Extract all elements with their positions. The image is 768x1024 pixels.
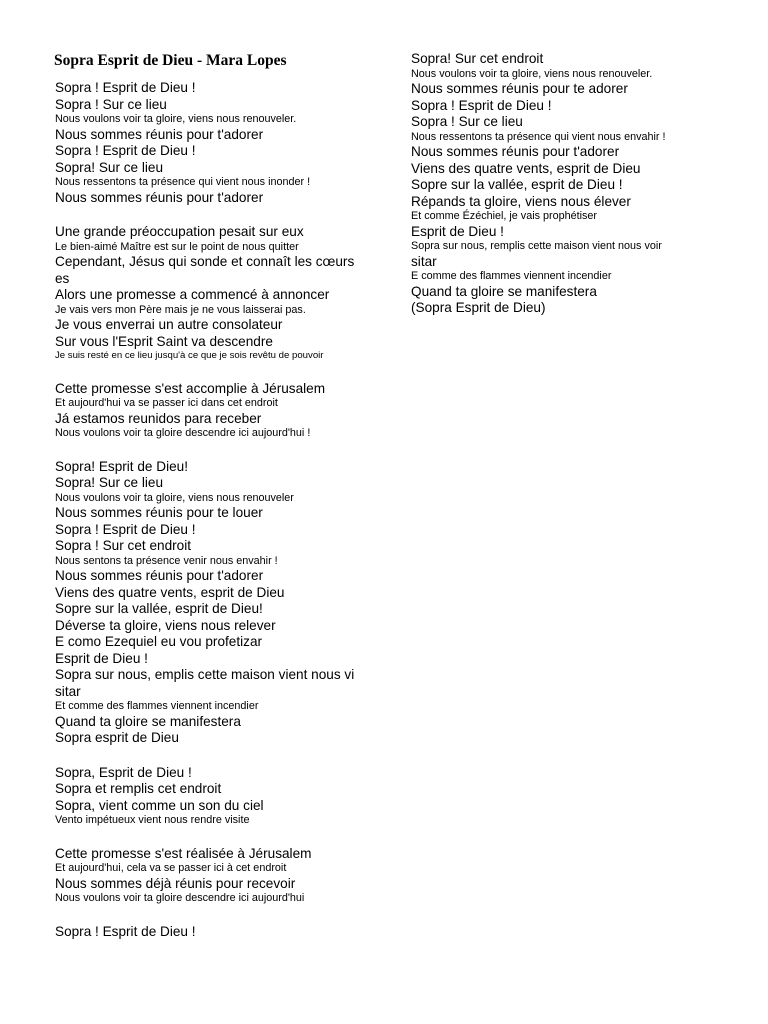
lyric-line: E como Ezequiel eu vou profetizar bbox=[55, 634, 263, 649]
lyric-line: Sopra! Sur cet endroit bbox=[411, 51, 544, 66]
stanza-gap bbox=[55, 363, 375, 381]
lyric-line: Sopra ! Esprit de Dieu ! bbox=[55, 521, 196, 537]
stanza-gap bbox=[55, 828, 375, 846]
translation-line: Nous voulons voir ta gloire, viens nous renouveler bbox=[55, 491, 294, 504]
lyric-line: Nous sommes réunis pour t'adorer bbox=[55, 568, 264, 583]
lyric-line: Sopra et remplis cet endroit bbox=[55, 781, 222, 796]
lyric-line: Sopra ! Esprit de Dieu ! bbox=[411, 97, 552, 113]
translation-line: Le bien-aimé Maître est sur le point de nous quitter bbox=[55, 240, 299, 253]
lyric-line: Je vous enverrai un autre consolateur bbox=[55, 317, 283, 332]
lyric-line: sitar bbox=[411, 253, 437, 269]
lyric-line: Sopra esprit de Dieu bbox=[55, 730, 179, 745]
lyric-line: Sopra! Sur ce lieu bbox=[55, 159, 164, 175]
lyric-line: Sopra ! Sur ce lieu bbox=[411, 114, 523, 129]
translation-line: Sopra sur nous, remplis cette maison vient nous voir bbox=[411, 240, 662, 252]
lyric-line: Quand ta gloire se manifestera bbox=[411, 283, 597, 299]
translation-line: Vento impétueux vient nous rendre visite bbox=[55, 814, 250, 826]
lyric-line: Déverse ta gloire, viens nous relever bbox=[55, 617, 276, 633]
lyric-line: Sopra ! Esprit de Dieu ! bbox=[55, 143, 196, 158]
lyric-line: Sopra ! Sur ce lieu bbox=[55, 96, 167, 112]
translation-line: Et comme Ézéchiel, je vais prophétiser bbox=[411, 210, 598, 222]
lyric-line: Nous sommes réunis pour t'adorer bbox=[411, 144, 620, 159]
lyrics-right-column bbox=[411, 51, 741, 317]
lyric-line: Sopra, vient comme un son du ciel bbox=[55, 797, 264, 813]
translation-line: Je suis resté en ce lieu jusqu'à ce que je sois revêtu de pouvoir bbox=[55, 350, 324, 361]
translation-line: Nous ressentons ta présence qui vient nous envahir ! bbox=[411, 130, 666, 143]
translation-line: Je vais vers mon Père mais je ne vous laisserai pas. bbox=[55, 303, 306, 316]
lyric-line: (Sopra Esprit de Dieu) bbox=[411, 300, 546, 315]
lyric-line: Sopra! Esprit de Dieu! bbox=[55, 458, 188, 474]
stanza-gap bbox=[55, 747, 375, 765]
lyric-line: Cependant, Jésus qui sonde et connaît les cœurs bbox=[55, 254, 355, 269]
translation-line: Et aujourd'hui, cela va se passer ici à cet endroit bbox=[55, 862, 287, 874]
lyric-line: Viens des quatre vents, esprit de Dieu bbox=[55, 584, 285, 600]
translation-line: Nous ressentons ta présence qui vient nous inonder ! bbox=[55, 176, 311, 188]
lyric-line: es bbox=[55, 270, 70, 286]
lyric-line: Alors une promesse a commencé à annoncer bbox=[55, 287, 330, 302]
lyric-line: Esprit de Dieu ! bbox=[411, 223, 504, 239]
lyric-line: Une grande préoccupation pesait sur eux bbox=[55, 224, 304, 239]
lyric-line: Viens des quatre vents, esprit de Dieu bbox=[411, 160, 641, 176]
translation-line: Nous voulons voir ta gloire, viens nous renouveler. bbox=[411, 67, 653, 80]
lyric-line: Cette promesse s'est accomplie à Jérusalem bbox=[55, 380, 326, 396]
lyric-line: Quand ta gloire se manifestera bbox=[55, 713, 241, 729]
translation-line: Nous voulons voir ta gloire descendre ici aujourd'hui bbox=[55, 892, 305, 904]
lyric-line: Sopra sur nous, emplis cette maison vient nous vi bbox=[55, 667, 355, 682]
lyric-line: Sopra ! Esprit de Dieu ! bbox=[55, 80, 196, 95]
translation-line: Nous voulons voir ta gloire, viens nous renouveler. bbox=[55, 113, 297, 125]
lyric-line: Répands ta gloire, viens nous élever bbox=[411, 193, 631, 209]
lyric-line: Sopre sur la vallée, esprit de Dieu ! bbox=[411, 177, 623, 192]
lyric-line: Sopra ! Esprit de Dieu ! bbox=[55, 923, 196, 939]
lyric-line: Esprit de Dieu ! bbox=[55, 650, 148, 666]
lyric-line: Nous sommes réunis pour t'adorer bbox=[55, 126, 264, 142]
translation-line: E comme des flammes viennent incendier bbox=[411, 270, 612, 282]
lyric-line: Sopra! Sur ce lieu bbox=[55, 475, 164, 490]
translation-line: Nous sentons ta présence venir nous envahir ! bbox=[55, 554, 278, 567]
translation-line: Et aujourd'hui va se passer ici dans cet endroit bbox=[55, 397, 278, 409]
stanza-gap bbox=[55, 206, 375, 224]
lyric-line: Sur vous l'Esprit Saint va descendre bbox=[55, 333, 273, 349]
lyric-line: Nous sommes réunis pour te louer bbox=[55, 505, 263, 520]
document-title: Sopra Esprit de Dieu - Mara Lopes bbox=[54, 52, 287, 69]
translation-line: Nous voulons voir ta gloire descendre ici aujourd'hui ! bbox=[55, 427, 311, 439]
lyric-line: Sopra ! Sur cet endroit bbox=[55, 538, 192, 553]
lyric-line: Nous sommes réunis pour te adorer bbox=[411, 81, 628, 96]
lyric-line: Nous sommes réunis pour t'adorer bbox=[55, 189, 264, 205]
lyrics-left-column bbox=[55, 80, 375, 940]
lyric-line: Cette promesse s'est réalisée à Jérusalem bbox=[55, 845, 312, 861]
stanza-gap bbox=[55, 441, 375, 459]
lyric-line: Sopre sur la vallée, esprit de Dieu! bbox=[55, 601, 263, 616]
lyric-line: Sopra, Esprit de Dieu ! bbox=[55, 764, 192, 780]
translation-line: Et comme des flammes viennent incendier bbox=[55, 700, 259, 712]
lyric-line: Já estamos reunidos para receber bbox=[55, 410, 262, 426]
stanza-gap bbox=[55, 906, 375, 924]
lyric-line: sitar bbox=[55, 683, 81, 699]
lyric-line: Nous sommes déjà réunis pour recevoir bbox=[55, 875, 296, 891]
